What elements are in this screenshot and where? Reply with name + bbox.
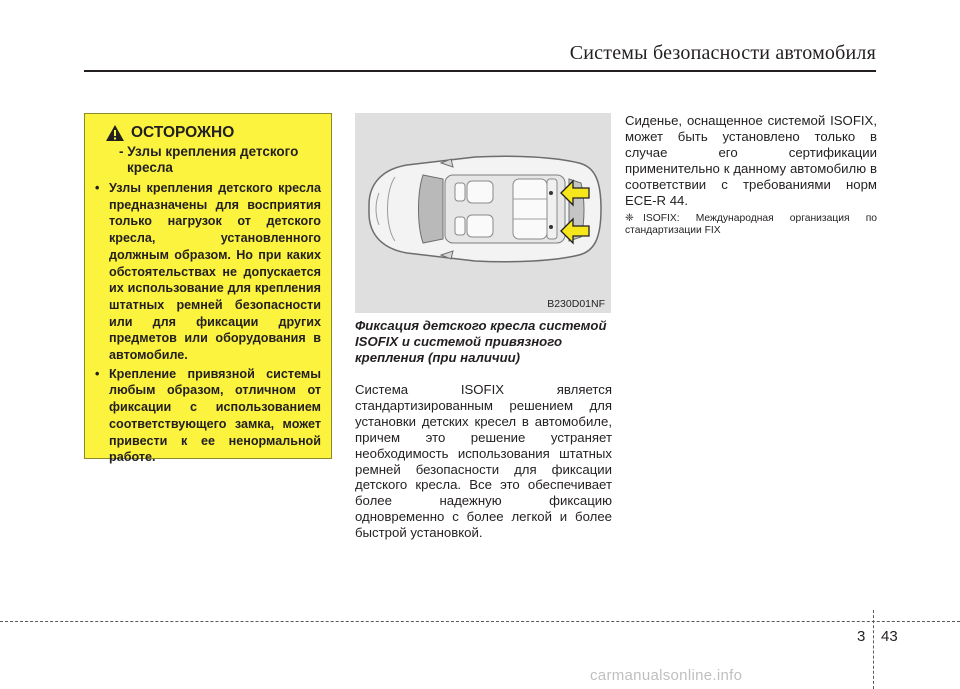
- body-paragraph: Сиденье, оснащенное системой ISOFIX, может быть установлено только в случае его сертификации применительно к данному автомобилю в соответствии с требованиями норм ECE-R 44.: [625, 113, 877, 208]
- footer-rule: [0, 621, 960, 622]
- section-title: Системы безопасности автомобиля: [569, 42, 876, 64]
- body-paragraph: Система ISOFIX является стандартизированным решением для установки детских кресел в автомобиле, причем это решение устраняет необходимость использования штатных ремней безопасности для фиксации детского кресла. Все это обеспечивает более надежную фиксацию одновременно с более легкой и более быстрой установкой.: [355, 382, 612, 541]
- footnote-text: ISOFIX: Международная организация по стандартизации FIX: [625, 213, 877, 236]
- page-divider: [873, 610, 874, 689]
- page-number: 43: [881, 628, 898, 645]
- arrow-left-icon: [559, 179, 591, 207]
- warning-list: [95, 180, 321, 466]
- watermark: carmanualsonline.info: [590, 667, 743, 684]
- car-top-view-illustration: [355, 113, 611, 313]
- footnote: [625, 213, 877, 237]
- warning-triangle-icon: [105, 124, 125, 142]
- warning-subheading: - Узлы крепления детского кресла: [119, 144, 299, 175]
- warning-item: • Крепление привязной системы любым образом, отличном от фиксации с использованием соответствующего замка, может привести к ее ненормальной работе.: [95, 366, 321, 465]
- car-illustration: [355, 113, 611, 313]
- chapter-number: 3: [857, 628, 866, 645]
- footnote-mark: ❈: [625, 213, 634, 224]
- warning-heading: [105, 124, 321, 142]
- header-rule: [84, 70, 876, 72]
- warning-item: • Узлы крепления детского кресла предназначены для восприятия только нагрузок от детского кресла, установленного должным образом. Но при каких обстоятельствах не допускается их использование для крепления штатных ремней безопасности или для фиксации других предметов или оборудования в автомобиле.: [95, 181, 321, 363]
- warning-title: ОСТОРОЖНО: [131, 124, 235, 141]
- arrow-left-icon: [559, 217, 591, 245]
- warning-box: [84, 113, 332, 465]
- figure-code: B230D01NF: [547, 298, 605, 310]
- figure-caption: Фиксация детского кресла системой ISOFIX и системой привязного крепления (при наличии): [355, 318, 607, 365]
